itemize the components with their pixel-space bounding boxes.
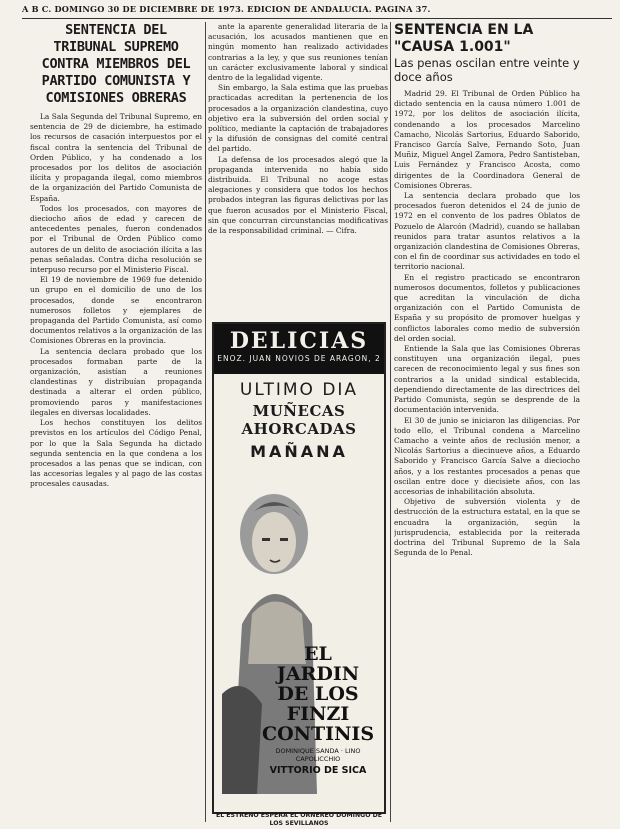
article-causa-1001-headline: SENTENCIA EN LA "CAUSA 1.001" <box>394 22 534 55</box>
film-title-current: MUÑECAS AHORCADAS <box>241 402 357 438</box>
theater-banner <box>214 324 384 374</box>
film-credits: DOMINIQUE SANDA · LINO CAPOLICCHIO <box>275 747 361 763</box>
paragraph: Los hechos constituyen los delitos previstos en los artículos del Código Penal, por lo que la Sala Segunda ha dictado segunda sentencia en la que condena a los procesados a las penas que se indican, con las accesorias legales y al pago de las costas procesales causadas. <box>30 418 202 489</box>
last-day-label: ULTIMO DIA <box>239 380 359 400</box>
paragraph: La defensa de los procesados alegó que la propaganda intervenida no había sido distribuida. El Tribunal no acoge estas alegaciones y considera que todos los hechos probados integran las figuras delictivas por las que fueron acusados por el Ministerio Fiscal, sin que concurran circunstancias modificativas de la responsabilidad criminal. — Cifra. <box>208 154 388 236</box>
column-divider <box>205 22 206 822</box>
paragraph: En el registro practicado se encontraron numerosos documentos, folletos y publicaciones que acreditan la vinculación de dicha organización con el Partido Comunista de España y su propósito de promover huelgas y conflictos laborales como medio de subversión del orden social. <box>394 272 580 343</box>
article-causa-1001-subhead: Las penas oscilan entre veinte y doce años <box>394 56 580 84</box>
article-continuation <box>208 22 388 312</box>
page-header: A B C. DOMINGO 30 DE DICIEMBRE DE 1973. EDICION DE ANDALUCIA. PAGINA 37. <box>22 4 612 19</box>
article-continuation-body <box>208 22 388 236</box>
theater-address: ENOZ. JUAN NOVIOS DE ARAGON, 2 <box>217 354 381 363</box>
cinema-advertisement <box>212 322 386 814</box>
paragraph: Todos los procesados, con mayores de dieciocho años de edad y carecen de antecedentes penales, fueron condenados por el Tribunal de Orden Público como autores de un delito de asociación ilícita a las penas señaladas. Contra dicha resolución se interpuso recurso por el Ministerio Fiscal. <box>30 203 202 275</box>
paragraph: El 30 de junio se iniciaron las diligencias. Por todo ello, el Tribunal condena a Marcelino Camacho a veinte años de reclusión menor, a Nicolás Sartorius a diecinueve años, a Eduardo Saborido y Francisco García Salve a dieciocho años, y a los restantes procesados a penas que oscilan entre doce y diecisiete años, con las accesorias de inhabilitación absoluta. <box>394 415 580 496</box>
ad-footer-caption: EL ESTRENO ESPERA EL ORNEREO DOMINGO DE LOS SEVILLANOS <box>215 812 382 827</box>
film-poster-illustration <box>222 494 374 794</box>
article-supreme-court <box>30 22 202 822</box>
film-director: VITTORIO DE SICA <box>269 765 367 776</box>
theater-name: DELICIAS <box>229 328 369 354</box>
paragraph: La sentencia declara probado que los procesados fueron detenidos el 24 de junio de 1972 en el convento de los padres Oblatos de Pozuelo de Alarcón (Madrid), cuando se hallaban reunidos para tratar asuntos relativos a la organización clandestina de Comisiones Obreras, con el fin de coordinar sus actividades en todo el territorio nacional. <box>394 191 580 272</box>
paragraph: El 19 de noviembre de 1969 fue detenido un grupo en el domicilio de uno de los procesados, donde se encontraron numerosos folletos y ejemplares de propaganda del Partido Comunista, así como documentos relativos a la organización de las Comisiones Obreras en la provincia. <box>30 275 202 346</box>
paragraph: ante la aparente generalidad literaria de la acusación, los acusados mantienen que en ningún momento han realizado actividades contrarias a la ley, y que sus reuniones tenían un carácter exclusivamente laboral y sindical dentro de la legalidad vigente. <box>208 22 388 83</box>
article-causa-1001 <box>394 22 580 822</box>
paragraph: La Sala Segunda del Tribunal Supremo, en sentencia de 29 de diciembre, ha estimado los recursos de casación interpuestos por el fiscal contra la sentencia del Tribunal de Orden Público, y ha condenado a los procesados por los delitos de asociación ilícita y propaganda ilegal, como miembros de la organización del Partido Comunista de España. <box>30 112 202 203</box>
column-divider <box>390 22 391 822</box>
paragraph: Madrid 29. El Tribunal de Orden Público ha dictado sentencia en la causa número 1.001 de 1972, por los delitos de asociación ilícita, condenando a los procesados Marcelino Camacho, Nicolás Sartorius, Eduardo Saborido, Francisco García Salve, Fernando Soto, Juan Muñiz, Miguel Angel Zamora, Pedro Santisteban, Luis Fernández y Francisco Acosta, como dirigentes de la Coordinadora General de Comisiones Obreras. <box>394 89 580 190</box>
paragraph: Objetivo de subversión violenta y de destrucción de la estructura estatal, en la que se encuadra la organización, según la jurisprudencia, establecida por la reiterada doctrina del Tribunal Supremo de la Sala Segunda de lo Penal. <box>394 497 580 558</box>
article-causa-1001-body <box>394 89 580 558</box>
film-title-upcoming: EL JARDIN DE LOS FINZI CONTINIS <box>262 643 375 745</box>
paragraph: La sentencia declara probado que los procesados formaban parte de la organización, asistían a reuniones clandestinas y distribuían propaganda destinada a alterar el orden público, promoviendo paros y manifestaciones ilegales en diversas localidades. <box>30 346 202 417</box>
paragraph: Entiende la Sala que las Comisiones Obreras constituyen una organización ilegal, pues carecen de reconocimiento legal y sus fines son contrarios a la unidad sindical establecida, dependiendo directamente de las directrices del Partido Comunista, según se desprende de la documentación intervenida. <box>394 344 580 415</box>
tomorrow-label: MAÑANA <box>250 442 348 461</box>
article-supreme-court-headline: SENTENCIA DEL TRIBUNAL SUPREMO CONTRA MIEMBROS DEL PARTIDO COMUNISTA Y COMISIONES OBRERAS <box>41 22 191 106</box>
paragraph: Sin embargo, la Sala estima que las pruebas practicadas acreditan la pertenencia de los procesados a la organización clandestina, cuyo objetivo era la subversión del orden social y político, mediante la captación de trabajadores y la difusión de consignas del comité central del partido. <box>208 83 388 154</box>
article-supreme-court-body <box>30 112 202 490</box>
poster-title-block <box>262 644 374 776</box>
